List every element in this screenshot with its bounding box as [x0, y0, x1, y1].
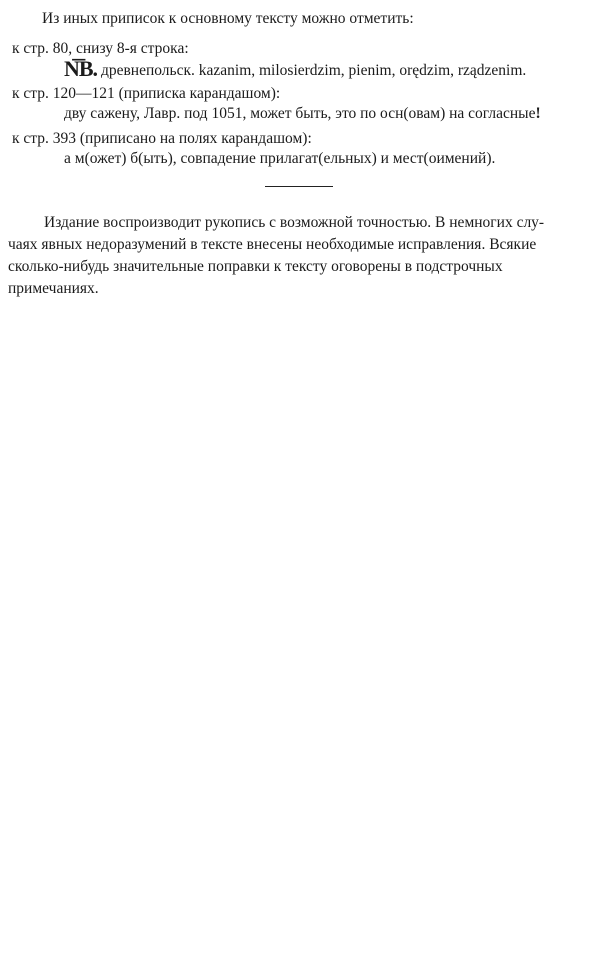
note-body-2-end: ! [535, 105, 541, 122]
note-ref-2: к стр. 120—121 (приписка карандашом): [12, 85, 281, 102]
nota-bene-symbol: N͞B. [64, 56, 98, 81]
note-ref-1: к стр. 80, снизу 8-я строка: [12, 40, 189, 57]
section-divider [265, 186, 333, 187]
note-body-1 [64, 58, 526, 82]
editorial-note-line-1: Издание воспроизводит рукопись с возможной точностью. В немногих слу- [44, 214, 545, 231]
notes-intro: Из иных приписок к основному тексту можно отметить: [42, 10, 414, 27]
note-body-2-text: дву сажену, Лавр. под 1051, может быть, это по осн(овам) на согласные [64, 105, 536, 122]
note-body-1-text: древнепольск. kazanim, milosierdzim, pienim, orędzim, rządzenim. [97, 62, 527, 79]
editorial-note-line-4: примечаниях. [8, 280, 99, 297]
editorial-note-line-2: чаях явных недоразумений в тексте внесены необходимые исправления. Всякие [8, 236, 537, 253]
note-body-3: а м(ожет) б(ыть), совпадение прилагат(ельных) и мест(оимений). [64, 150, 496, 167]
note-body-2 [64, 103, 541, 125]
note-ref-3: к стр. 393 (приписано на полях карандашом): [12, 130, 312, 147]
editorial-note-line-3: сколько-нибудь значительные поправки к тексту оговорены в подстрочных [8, 258, 503, 275]
